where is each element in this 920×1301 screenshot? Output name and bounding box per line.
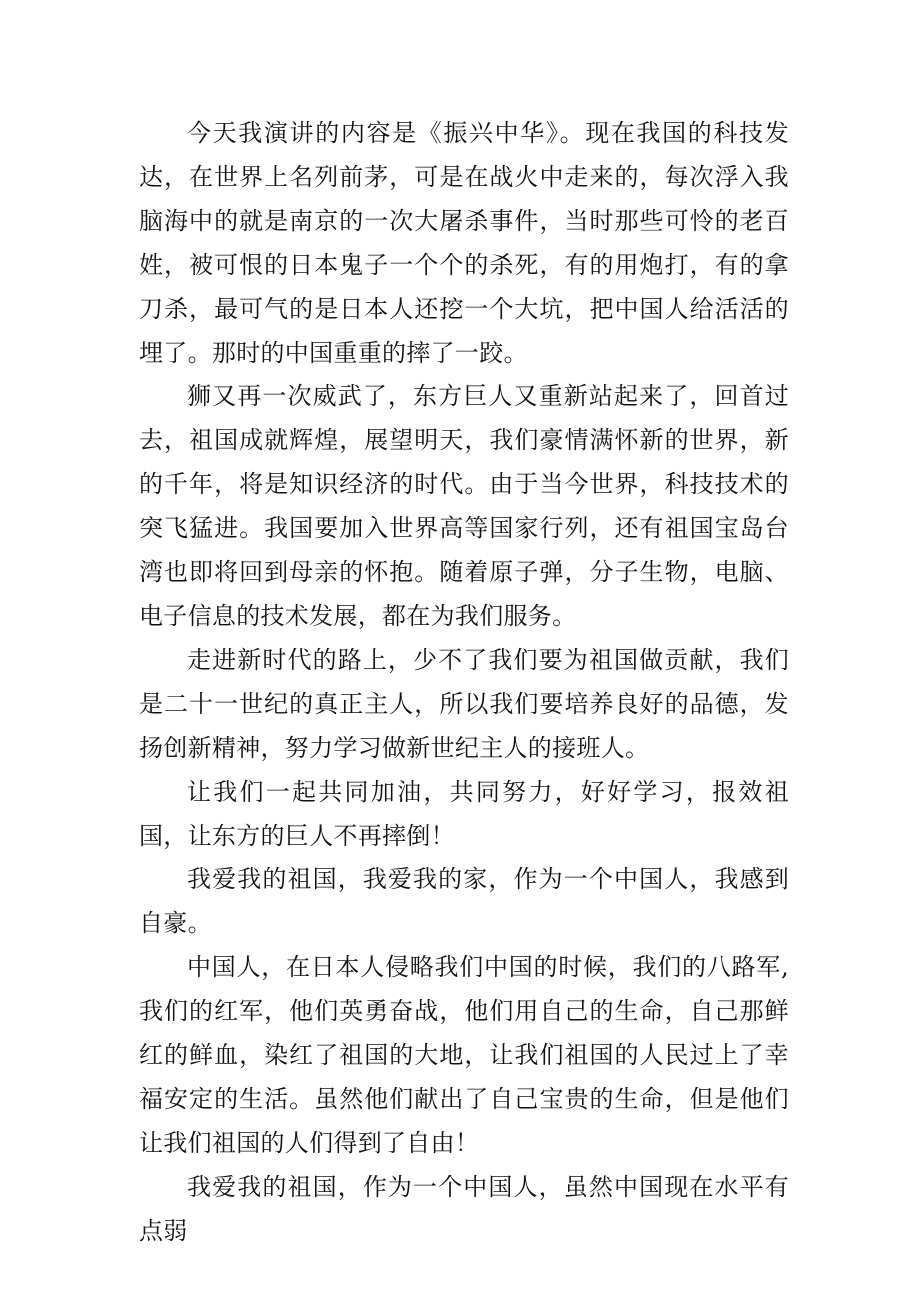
paragraph-7: 我爱我的祖国，作为一个中国人，虽然中国现在水平有点弱 xyxy=(139,1172,789,1245)
paragraph-5: 我爱我的祖国，我爱我的家，作为一个中国人，我感到自豪。 xyxy=(139,865,789,938)
paragraph-1: 今天我演讲的内容是《振兴中华》。现在我国的科技发达，在世界上名列前茅，可是在战火中走来的，每次浮入我脑海中的就是南京的一次大屠杀事件，当时那些可怜的老百姓，被可恨的日本鬼子一个个的杀死，有的用炮打，有的拿刀杀，最可气的是日本人还挖一个大坑，把中国人给活活的埋了。那时的中国重重的摔了一跤。 xyxy=(139,119,789,367)
paragraph-2: 狮又再一次威武了，东方巨人又重新站起来了，回首过去，祖国成就辉煌，展望明天，我们豪情满怀新的世界，新的千年，将是知识经济的时代。由于当今世界，科技技术的突飞猛进。我国要加入世界高等国家行列，还有祖国宝岛台湾也即将回到母亲的怀抱。随着原子弹，分子生物，电脑、电子信息的技术发展，都在为我们服务。 xyxy=(139,382,789,630)
paragraph-4: 让我们一起共同加油，共同努力，好好学习，报效祖国，让东方的巨人不再摔倒！ xyxy=(139,777,789,850)
paragraph-3: 走进新时代的路上，少不了我们要为祖国做贡献，我们是二十一世纪的真正主人，所以我们要培养良好的品德，发扬创新精神，努力学习做新世纪主人的接班人。 xyxy=(139,645,789,762)
paragraph-6: 中国人，在日本人侵略我们中国的时候，我们的八路军,我们的红军，他们英勇奋战，他们用自己的生命，自己那鲜红的鲜血，染红了祖国的大地，让我们祖国的人民过上了幸福安定的生活。虽然他们献出了自己宝贵的生命，但是他们让我们祖国的人们得到了自由！ xyxy=(139,953,789,1157)
document-body xyxy=(139,112,789,1254)
